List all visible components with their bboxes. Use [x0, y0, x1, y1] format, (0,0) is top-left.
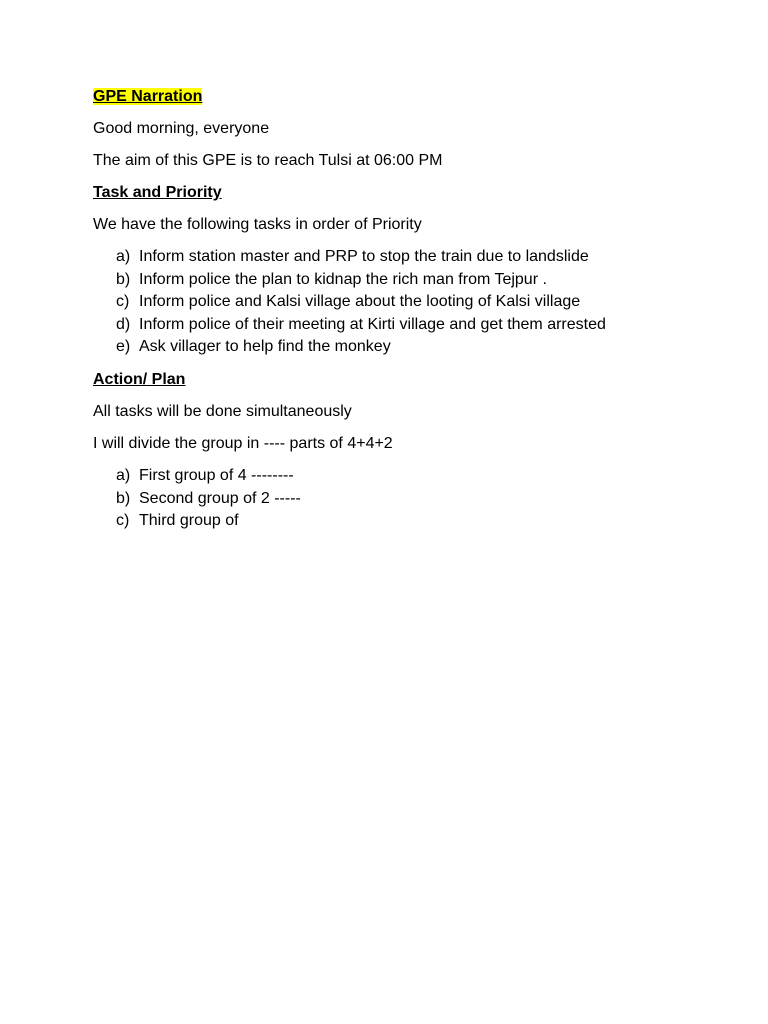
list-marker: c) [116, 512, 130, 530]
group-text: Second group of 2 ----- [139, 489, 301, 507]
group-text: Third group of [139, 512, 239, 530]
list-marker: b) [116, 489, 131, 507]
task-list-item [93, 269, 693, 292]
task-list-item [93, 291, 693, 314]
action-heading-line [93, 369, 693, 391]
group-list-item [93, 488, 693, 511]
list-marker: e) [116, 338, 131, 356]
list-marker: b) [116, 270, 131, 288]
task-intro-paragraph: We have the following tasks in order of Priority [93, 216, 422, 233]
greeting-paragraph: Good morning, everyone [93, 120, 270, 137]
task-list-item [93, 336, 693, 359]
task-text: Inform station master and PRP to stop the train due to landslide [139, 248, 589, 265]
document-title: GPE Narration [93, 88, 203, 105]
task-text: Inform police the plan to kidnap the rich man from Tejpur . [139, 270, 547, 288]
action-paragraph-2: I will divide the group in ---- parts of 4+4+2 [93, 434, 393, 452]
document-body [93, 86, 693, 543]
aim-paragraph: The aim of this GPE is to reach Tulsi at 06:00 PM [93, 152, 443, 169]
task-text: Ask villager to help find the monkey [139, 338, 391, 356]
action-paragraph-1: All tasks will be done simultaneously [93, 402, 352, 420]
list-marker: c) [116, 293, 130, 311]
group-list-item [93, 510, 693, 533]
task-text: Inform police of their meeting at Kirti village and get them arrested [139, 315, 606, 333]
task-list-item [93, 314, 693, 337]
action-heading: Action/ Plan [93, 370, 186, 388]
task-list [93, 246, 693, 359]
list-marker: d) [116, 315, 131, 333]
list-marker: a) [116, 466, 131, 484]
task-heading-line [93, 182, 693, 204]
list-marker: a) [116, 248, 131, 265]
task-heading: Task and Priority [93, 184, 222, 201]
group-text: First group of 4 -------- [139, 466, 294, 484]
group-list [93, 465, 693, 533]
document-title-line [93, 86, 693, 108]
group-list-item [93, 465, 693, 488]
task-text: Inform police and Kalsi village about the looting of Kalsi village [139, 293, 581, 311]
task-list-item [93, 246, 693, 269]
